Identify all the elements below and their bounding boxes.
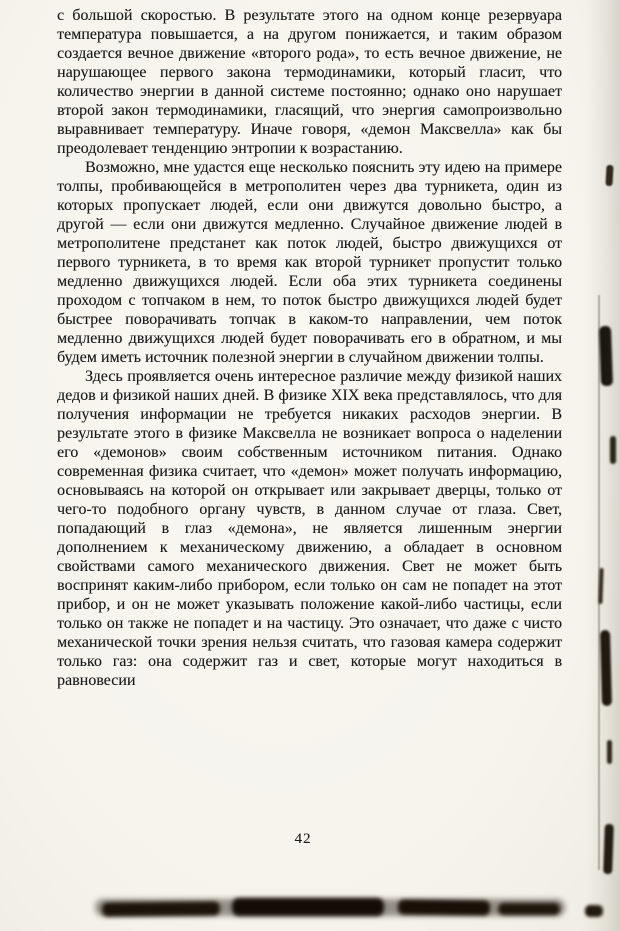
scan-artifact-bottom-strip	[95, 899, 565, 916]
paragraph: Возможно, мне удастся еще несколько пояснить эту идею на примере толпы, пробивающейся в метрополитен через два турникета, один из которых пропускает людей, если они движутся довольно быстро, а другой — если они движутся медленно. Случайное движение людей в метрополитене предстанет как поток людей, быстро движущихся от первого турникета, в то время как второй турникет пропустит только медленно движущихся людей. Если оба этих турникета соединены проходом с топчаком в нем, то поток быстро движущихся людей будет быстрее поворачивать топчак в каком-то направлении, чем поток медленно движущихся людей будет поворачивать его в обратном, и мы будем иметь источник полезной энергии в случайном движении толпы.	[57, 159, 562, 366]
scan-artifact-bottom-blob-3	[398, 899, 490, 915]
scan-artifact-right-mark-3	[610, 436, 616, 464]
page-text-column	[57, 6, 562, 690]
scan-artifact-bottom-blob-5	[585, 905, 603, 917]
page-number: 42	[294, 831, 312, 847]
scan-edge-shading	[586, 0, 620, 931]
scan-artifact-bottom-blob-1	[102, 901, 220, 916]
scan-artifact-right-mark-1	[605, 165, 613, 186]
scan-artifact-right-mark-4	[598, 568, 603, 604]
scan-artifact-right-mark-6	[607, 740, 612, 764]
scan-artifact-right-mark-5	[600, 630, 612, 706]
scan-artifact-bottom-blob-2	[232, 898, 384, 916]
scan-artifact-bottom-blob-4	[498, 903, 560, 915]
scan-artifact-gutter-hairline	[598, 295, 600, 870]
paragraph-continuation: с большой скоростью. В результате этого на одном конце резервуара температура повышается, а на другом понижается, и таким образом создается вечное движение «второго рода», то есть вечное движение, не нарушающее первого закона термодинамики, который гласит, что количество энергии в данной системе постоянно; однако оно нарушает второй закон термодинамики, гласящий, что энергия самопроизвольно выравнивает температуру. Иначе говоря, «демон Максвелла» как бы преодолевает тенденцию энтропии к возрастанию.	[57, 7, 562, 157]
scan-artifact-right-mark-2	[599, 326, 613, 386]
paragraph: Здесь проявляется очень интересное различие между физикой наших дедов и физикой наших дней. В физике XIX века представлялось, что для получения информации не требуется никаких расходов энергии. В результате этого в физике Максвелла не возникает вопроса о наделении его «демонов» своим собственным источником питания. Однако современная физика считает, что «демон» может получать информацию, основываясь на которой он открывает или закрывает дверцы, только от чего-то подобного органу чувств, в данном случае от глаза. Свет, попадающий в глаз «демона», не является лишенным энергии дополнением к механическому движению, а обладает в основном свойствами самого механического движения. Свет не может быть воспринят каким-либо прибором, если только он сам не попадет на этот прибор, и он не может указывать положение какой-либо частицы, если только он также не попадет и на частицу. Это означает, что даже с чисто механической точки зрения нельзя считать, что газовая камера содержит только газ: она содержит газ и свет, которые могут находиться в равновесии	[57, 368, 562, 689]
